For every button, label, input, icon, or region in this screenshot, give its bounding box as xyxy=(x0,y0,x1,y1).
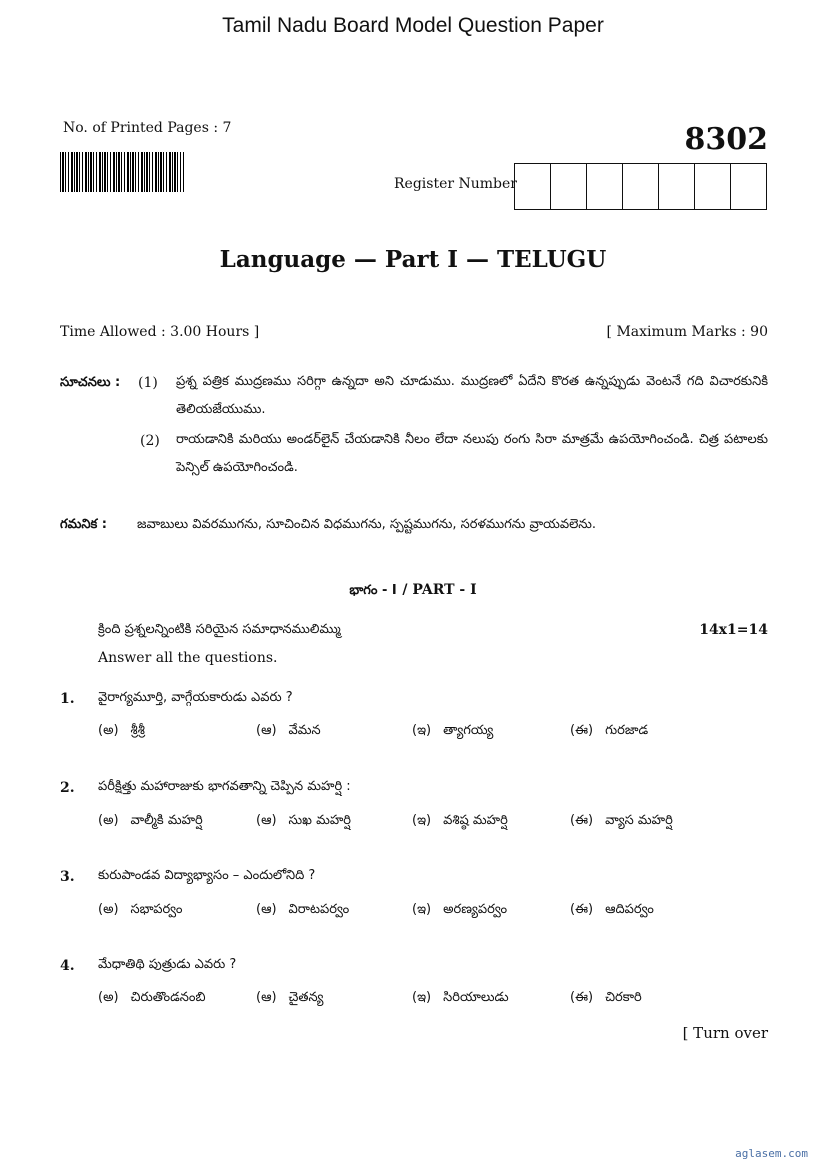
register-digit-box xyxy=(550,163,587,210)
option-text: వశిష్ఠ మహర్షి xyxy=(443,813,508,828)
barcode xyxy=(60,152,184,192)
option xyxy=(412,723,493,741)
option-label: (ఇ) xyxy=(412,902,432,917)
option xyxy=(256,813,351,831)
register-number-label: Register Number xyxy=(394,176,517,192)
option xyxy=(570,902,654,920)
option xyxy=(570,990,642,1008)
option xyxy=(98,723,145,741)
option-label: (ఇ) xyxy=(412,813,432,828)
instructions-label: సూచనలు : xyxy=(60,375,121,390)
option-text: సిరియాలుడు xyxy=(443,990,509,1005)
option-label: (ఆ) xyxy=(256,723,277,738)
question-text: కురుపాండవ విద్యాభ్యాసం – ఎందులోనిది ? xyxy=(98,868,316,883)
register-digit-box xyxy=(514,163,551,210)
instruction-text: ప్రశ్న పత్రిక ముద్రణము సరిగ్గా ఉన్నదా అని చూడుము. ముద్రణలో ఏదేని కొరత ఉన్నప్పుడు వెంటనే గది విచారకునికి తెలియజేయుము. xyxy=(176,374,768,417)
option xyxy=(412,990,509,1008)
option-text: అరణ్యపర్వం xyxy=(443,902,508,917)
note-text: జవాబులు వివరముగను, సూచించిన విధముగను, స్పష్టముగను, సరళముగను వ్రాయవలెను. xyxy=(137,517,597,532)
option xyxy=(98,813,203,831)
option-text: ఆదిపర్వం xyxy=(605,902,654,917)
option-text: చిరకారి xyxy=(605,990,642,1005)
register-digit-box xyxy=(730,163,767,210)
option-label: (ఆ) xyxy=(256,813,277,828)
question-number: 3. xyxy=(60,869,75,885)
option-label: (అ) xyxy=(98,813,119,828)
option xyxy=(256,990,323,1008)
option xyxy=(256,723,321,741)
register-digit-box xyxy=(586,163,623,210)
question-options xyxy=(98,813,778,833)
note-label: గమనిక : xyxy=(60,517,107,532)
option-label: (ఆ) xyxy=(256,990,277,1005)
instruction-number: (2) xyxy=(140,433,160,449)
option-text: సుఖ మహర్షి xyxy=(288,813,351,828)
question-number: 2. xyxy=(60,780,75,796)
option-label: (అ) xyxy=(98,990,119,1005)
option xyxy=(98,902,182,920)
paper-title: Language — Part I — TELUGU xyxy=(219,246,607,273)
part-heading-english: / PART - I xyxy=(402,582,477,598)
printed-pages: No. of Printed Pages : 7 xyxy=(63,120,232,136)
option-text: విరాటపర్వం xyxy=(288,902,350,917)
register-number-boxes xyxy=(515,163,767,210)
option-text: వేమన xyxy=(288,723,321,738)
register-digit-box xyxy=(694,163,731,210)
instruction-text: రాయడానికి మరియు అండర్‌లైన్ చేయడానికి నీలం లేదా నలుపు రంగు సిరా మాత్రమే ఉపయోగించండి. చిత్ర పటాలకు పెన్సిల్ ఉపయోగించండి. xyxy=(176,432,768,475)
option-label: (ఇ) xyxy=(412,990,432,1005)
option-label: (ఈ) xyxy=(570,902,594,917)
option-label: (అ) xyxy=(98,902,119,917)
question-options xyxy=(98,723,778,743)
option-label: (ఈ) xyxy=(570,990,594,1005)
instruction-number: (1) xyxy=(138,375,158,391)
option-text: సభాపర్వం xyxy=(130,902,183,917)
option-label: (ఈ) xyxy=(570,723,594,738)
question-text: వైరాగ్యమూర్తి, వాగ్గేయకారుడు ఎవరు ? xyxy=(98,690,293,705)
option-text: వాల్మీకి మహర్షి xyxy=(130,813,203,828)
paper-code: 8302 xyxy=(684,122,768,157)
question-options xyxy=(98,990,778,1010)
section-instruction-telugu: క్రింది ప్రశ్నలన్నింటికి సరియైన సమాధానములిమ్ము xyxy=(98,622,341,637)
option xyxy=(412,813,508,831)
option xyxy=(256,902,349,920)
question-number: 1. xyxy=(60,691,75,707)
option-text: త్యాగయ్య xyxy=(443,723,494,738)
option-label: (ఆ) xyxy=(256,902,277,917)
footer-watermark[interactable]: aglasem.com xyxy=(735,1147,808,1160)
maximum-marks: [ Maximum Marks : 90 xyxy=(606,324,768,340)
register-digit-box xyxy=(622,163,659,210)
option-text: శ్రీశ్రీ xyxy=(130,723,145,738)
register-digit-box xyxy=(658,163,695,210)
option xyxy=(570,813,673,831)
section-instruction-english: Answer all the questions. xyxy=(98,650,278,666)
option-label: (అ) xyxy=(98,723,119,738)
question-text: పరీక్షిత్తు మహారాజుకు భాగవతాన్ని చెప్పిన మహర్షి : xyxy=(98,779,351,794)
option-text: గురజాడ xyxy=(605,723,649,738)
section-marks: 14x1=14 xyxy=(699,622,768,638)
part-heading xyxy=(0,579,826,601)
option-text: చిరుతొండనంబి xyxy=(130,990,206,1005)
turn-over: [ Turn over xyxy=(682,1024,768,1042)
option xyxy=(98,990,206,1008)
question-number: 4. xyxy=(60,958,75,974)
option-label: (ఇ) xyxy=(412,723,432,738)
part-heading-telugu: భాగం - I xyxy=(349,583,397,598)
question-options xyxy=(98,902,778,922)
page-banner: Tamil Nadu Board Model Question Paper xyxy=(222,14,604,37)
option xyxy=(570,723,648,741)
option-text: చైతన్య xyxy=(288,990,324,1005)
option xyxy=(412,902,507,920)
option-text: వ్యాస మహర్షి xyxy=(605,813,673,828)
question-text: మేధాతిథి పుత్రుడు ఎవరు ? xyxy=(98,957,237,972)
option-label: (ఈ) xyxy=(570,813,594,828)
time-allowed: Time Allowed : 3.00 Hours ] xyxy=(60,324,260,340)
